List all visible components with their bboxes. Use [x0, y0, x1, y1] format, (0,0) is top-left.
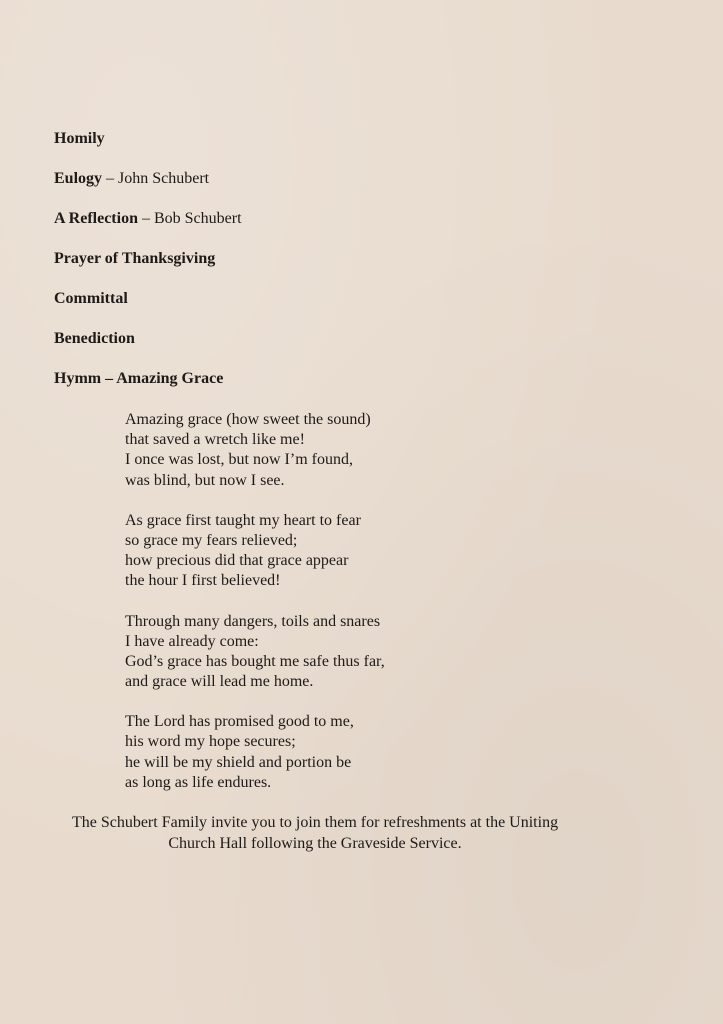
order-item-title: Hymm – Amazing Grace [54, 370, 224, 387]
hymn-line: The Lord has promised good to me, [125, 713, 354, 731]
order-item-title: Homily [54, 130, 105, 147]
order-item-reflection [54, 209, 654, 229]
order-item-title: Prayer of Thanksgiving [54, 250, 216, 267]
hymn-line: as long as life endures. [125, 773, 272, 791]
order-item-prayer [54, 249, 654, 269]
closing-line: Church Hall following the Graveside Service. [168, 835, 462, 852]
hymn-line: was blind, but now I see. [125, 471, 285, 489]
hymn-line: the hour I first believed! [125, 572, 281, 590]
hymn-line: so grace my fears relieved; [125, 531, 298, 549]
order-item-detail: – Bob Schubert [137, 210, 242, 227]
hymn-line: how precious did that grace appear [125, 552, 349, 570]
hymn-line: Amazing grace (how sweet the sound) [125, 411, 371, 428]
hymn-line: Through many dangers, toils and snares [125, 612, 381, 630]
hymn-line: he will be my shield and portion be [125, 753, 352, 771]
hymn-line: God’s grace has bought me safe thus far, [125, 652, 385, 670]
hymn-line: I have already come: [125, 632, 259, 650]
closing-invitation [40, 812, 590, 854]
order-item-benediction [54, 329, 654, 349]
hymn-line: that saved a wretch like me! [125, 431, 305, 449]
order-item-title: Benediction [54, 330, 135, 347]
order-item-title: Committal [54, 290, 128, 307]
order-item-hymn [54, 369, 654, 389]
hymn-line: As grace first taught my heart to fear [125, 511, 361, 529]
hymn-line: his word my hope secures; [125, 733, 296, 751]
order-item-committal [54, 289, 654, 309]
hymn-line: I once was lost, but now I’m found, [125, 451, 353, 469]
hymn-line: and grace will lead me home. [125, 673, 314, 691]
closing-line: The Schubert Family invite you to join them for refreshments at the Uniting [71, 814, 559, 831]
hymn-verse [125, 612, 545, 693]
hymn-verse [125, 410, 545, 491]
order-item-title: A Reflection [54, 210, 138, 227]
order-of-service [54, 129, 654, 409]
order-item-homily [54, 129, 654, 149]
order-item-eulogy [54, 169, 654, 189]
order-item-title: Eulogy [54, 170, 103, 187]
hymn-verse [125, 511, 545, 592]
order-item-detail: – John Schubert [102, 170, 210, 187]
hymn-lyrics [125, 410, 545, 813]
hymn-verse [125, 712, 545, 793]
